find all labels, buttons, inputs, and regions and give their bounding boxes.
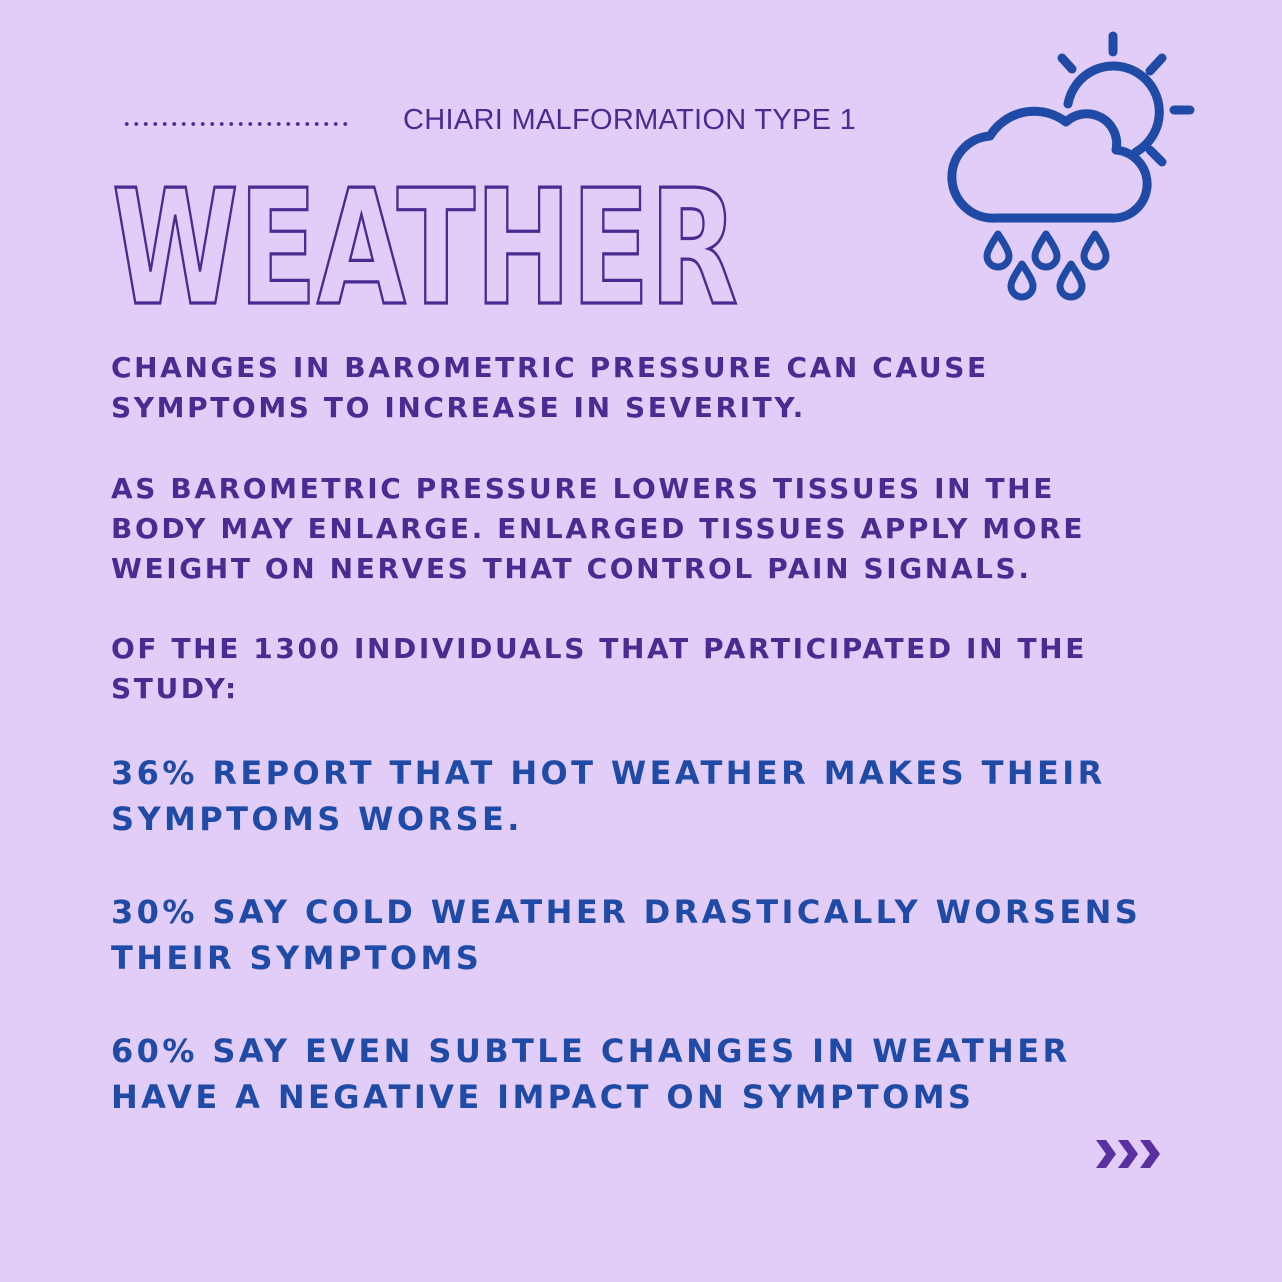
stat-subtle-changes: 60% SAY EVEN SUBTLE CHANGES IN WEATHER HAVE A NEGATIVE IMPACT ON SYMPTOMS [111,1032,1071,1116]
stat-hot-weather: 36% REPORT THAT HOT WEATHER MAKES THEIR SYMPTOMS WORSE. [111,754,1106,838]
page-subtitle: CHIARI MALFORMATION TYPE 1 [403,104,857,136]
page-title-text: WEATHER [112,156,738,341]
triple-chevron-right-icon[interactable] [1094,1136,1166,1172]
page-title [108,156,748,341]
paragraph-tissues: AS BAROMETRIC PRESSURE LOWERS TISSUES IN THE BODY MAY ENLARGE. ENLARGED TISSUES APPLY MORE WEIGHT ON NERVES THAT CONTROL PAIN SIGNALS. [111,472,1086,585]
cloud-sun-rain-icon [938,28,1198,300]
paragraph-study: OF THE 1300 INDIVIDUALS THAT PARTICIPATED IN THE STUDY: [111,632,1087,705]
dotted-divider [122,112,350,128]
stat-cold-weather: 30% SAY COLD WEATHER DRASTICALLY WORSENS THEIR SYMPTOMS [111,893,1142,977]
paragraph-pressure: CHANGES IN BAROMETRIC PRESSURE CAN CAUSE SYMPTOMS TO INCREASE IN SEVERITY. [111,351,989,424]
